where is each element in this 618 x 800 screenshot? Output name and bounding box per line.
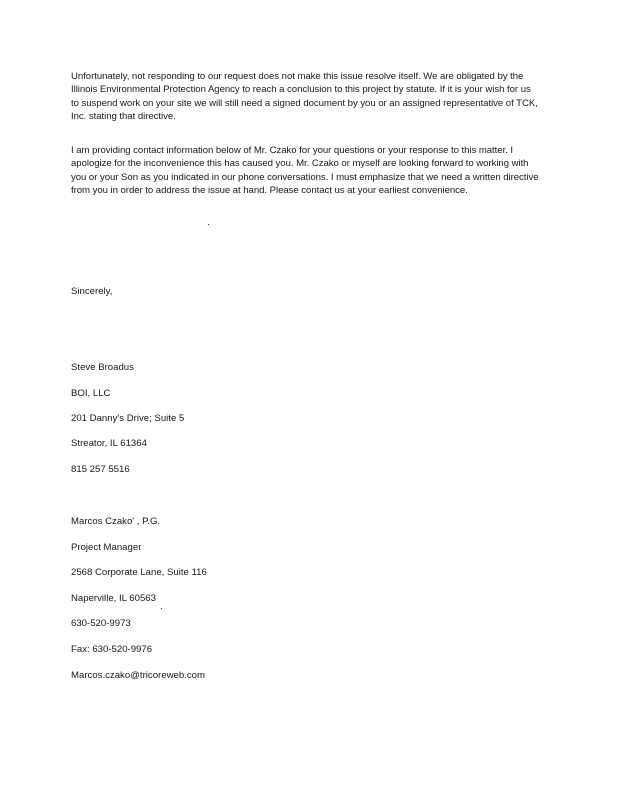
signatory-name: Steve Broadus <box>71 362 134 373</box>
scan-speck <box>161 608 162 609</box>
pm-city: Naperville, IL 60563 <box>71 593 156 604</box>
signatory-street: 201 Danny's Drive; Suite 5 <box>71 413 185 424</box>
signatory-city: Streator, IL 61364 <box>71 438 147 449</box>
signatory-company: BOI, LLC <box>71 388 111 399</box>
pm-title: Project Manager <box>71 542 142 553</box>
body-paragraph-1: Unfortunately, not responding to our request does not make this issue resolve itself. We are obligated by the Illinois Environmental Protection Agency to reach a conclusion to this project by statute. If it is your wish for us to suspend work on your site we will still need a signed document by you or an assigned representative of TCK, Inc. stating that directive. <box>71 71 538 123</box>
closing: Sincerely, <box>71 286 113 297</box>
pm-name: Marcos Czako' , P.G. <box>71 516 161 527</box>
body-paragraph-2: I am providing contact information below of Mr. Czako for your questions or your response to this matter. I apologize for the inconvenience this has caused you. Mr. Czako or myself are looking forward to working with you or your Son as you indicated in our phone conversations. I must emphasize that we need a written directive from you in order to address the issue at hand. Please contact us at your earliest convenience. <box>71 145 539 197</box>
signatory-phone: 815 257 5516 <box>71 464 130 475</box>
pm-fax: Fax: 630-520-9976 <box>71 644 153 655</box>
pm-email: Marcos.czako@tricoreweb.com <box>71 670 205 681</box>
scan-speck <box>208 224 209 225</box>
pm-street: 2568 Corporate Lane, Suite 116 <box>71 567 207 578</box>
pm-phone: 630-520-9973 <box>71 618 131 629</box>
